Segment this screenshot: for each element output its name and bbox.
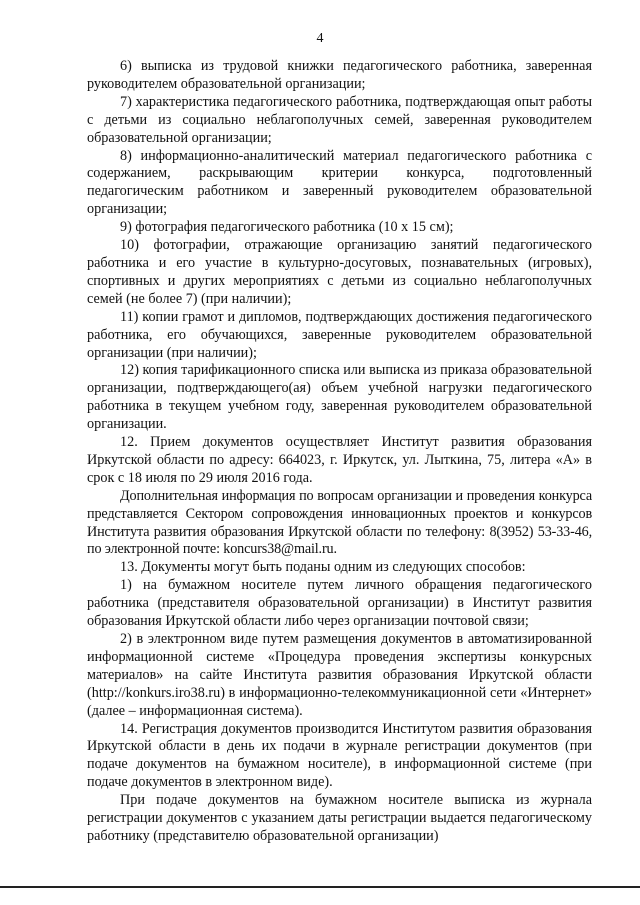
- paragraph-item-7: 7) характеристика педагогического работника, подтверждающая опыт работы с детьми из социально неблагополучных семей, заверенная руководителем образовательной организации;: [87, 93, 592, 146]
- paragraph-contact-info: Дополнительная информация по вопросам организации и проведения конкурса представляется Сектором сопровождения инновационных проектов и конкурсов Института развития образования Иркутской области по телефону: 8(3952) 53-33-46, по электронной почте: koncurs38@mail.ru.: [87, 487, 592, 558]
- paragraph-paper-submission: При подаче документов на бумажном носителе выписка из журнала регистрации документов с указанием даты регистрации выдается педагогическому работнику (представителю образовательной организации): [87, 792, 592, 844]
- document-body: [87, 58, 592, 846]
- paragraph-item-6: 6) выписка из трудовой книжки педагогического работника, заверенная руководителем образовательной организации;: [87, 58, 592, 92]
- page-bottom-divider: [0, 886, 640, 888]
- paragraph-item-11: 11) копии грамот и дипломов, подтверждающих достижения педагогического работника, его обучающихся, заверенные руководителем образовательной организации (при наличии);: [87, 308, 592, 361]
- page-number: 4: [316, 31, 324, 46]
- paragraph-item-8: 8) информационно-аналитический материал педагогического работника с содержанием, раскрывающим критерии конкурса, подготовленный педагогическим работником и заверенный руководителем образовательной организации;: [87, 147, 592, 218]
- paragraph-section-14: 14. Регистрация документов производится Институтом развития образования Иркутской области в день их подачи в журнале регистрации документов (при подаче документов на бумажном носителе), в информационной системе (при подаче документов в электронном виде).: [87, 720, 592, 791]
- paragraph-section-12: 12. Прием документов осуществляет Институт развития образования Иркутской области по адресу: 664023, г. Иркутск, ул. Лыткина, 75, литера «А» в срок с 18 июля по 29 июля 2016 года.: [87, 434, 592, 486]
- paragraph-method-2: 2) в электронном виде путем размещения документов в автоматизированной информационной системе «Процедура проведения экспертизы конкурсных материалов» на сайте Института развития образования Иркутской области (http://konkurs.iro38.ru) в информационно-телекоммуникационной сети «Интернет» (далее – информационная система).: [87, 631, 592, 719]
- paragraph-section-13: 13. Документы могут быть поданы одним из следующих способов:: [120, 559, 526, 576]
- paragraph-method-1: 1) на бумажном носителе путем личного обращения педагогического работника (представителя образовательной организации) в Институт развития образования Иркутской области либо через организации почтовой связи;: [87, 577, 592, 630]
- paragraph-item-12: 12) копия тарификационного списка или выписка из приказа образовательной организации, подтверждающего(ая) объем учебной нагрузки педагогического работника в текущем учебном году, заверенная руководителем образовательной организации.: [87, 362, 592, 433]
- paragraph-item-9: 9) фотография педагогического работника (10 х 15 см);: [120, 219, 454, 236]
- paragraph-item-10: 10) фотографии, отражающие организацию занятий педагогического работника и его участие в культурно-досуговых, познавательных (игровых), спортивных и других мероприятиях с детьми из социально неблагополучных семей (не более 7) (при наличии);: [87, 237, 592, 307]
